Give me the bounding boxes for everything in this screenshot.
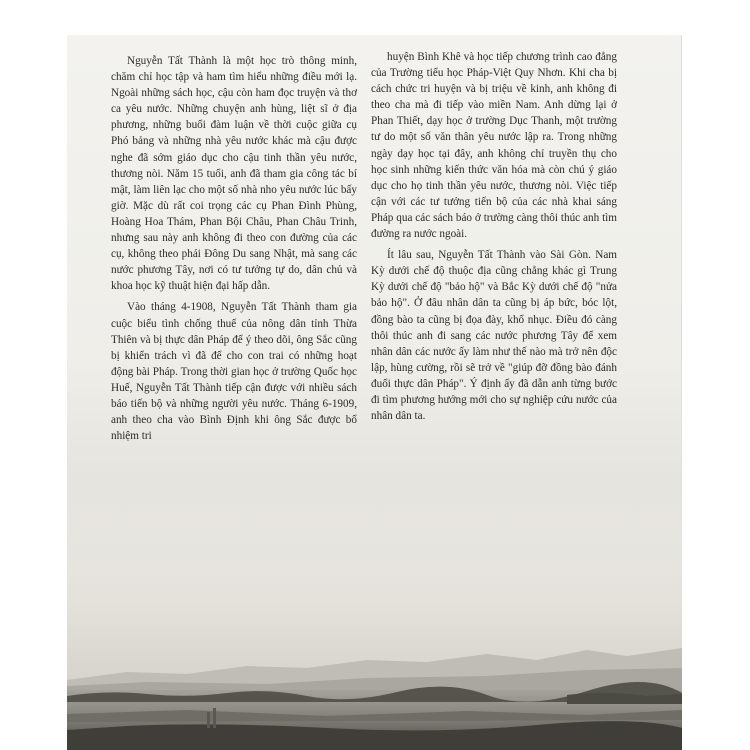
book-page (67, 35, 682, 750)
paragraph: huyện Bình Khê và học tiếp chương trình cao đẳng của Trường tiểu học Pháp-Việt Quy Nhơn. Khi cha bị cách chức tri huyện và bị triệu về kinh, anh không đi theo cha mà đi tiếp vào miền Nam. Anh dừng lại ở Phan Thiết, dạy học ở trường Dục Thanh, một trường tư do một số văn thân yêu nước lập ra. Trong những ngày dạy học tại đây, anh không chỉ truyền thụ cho học sinh những kiến thức văn hóa mà còn chú ý giáo dục cho họ tinh thần yêu nước, thương nòi. Việc tiếp cận với các tư tưởng tiến bộ của các nhà khai sáng Pháp qua các sách báo ở trường càng thôi thúc anh tìm đường ra nước ngoài. (371, 51, 617, 241)
left-text-column (111, 53, 357, 444)
paragraph: Ít lâu sau, Nguyễn Tất Thành vào Sài Gòn. Nam Kỳ dưới chế độ thuộc địa cũng chẳng khác gì Trung Kỳ dưới chế độ "bảo hộ" và Bắc Kỳ dưới chế độ "nửa bảo hộ". Ở đâu nhân dân ta cũng bị áp bức, bóc lột, đồng bào ta cũng bị đọa đày, khổ nhục. Điều đó càng thôi thúc anh đi sang các nước phương Tây để xem nhân dân các nước ấy làm như thế nào mà trở nên độc lập, hùng cường, rồi sẽ trở về "giúp đỡ đồng bào đánh đuổi thực dân Pháp". Ý định ấy đã dẫn anh từng bước đi tìm phương hướng mới cho sự nghiệp cứu nước của nhân dân ta. (371, 249, 617, 423)
paragraph: Vào tháng 4-1908, Nguyễn Tất Thành tham gia cuộc biểu tình chống thuế của nông dân tỉnh Thừa Thiên và bị thực dân Pháp để ý theo dõi, ông Sắc cũng bị khiển trách vì đã để cho con trai có những hoạt động bài Pháp. Trong thời gian học ở trường Quốc học Huế, Nguyễn Tất Thành tiếp cận được với nhiều sách báo tiến bộ và những người yêu nước. Tháng 6-1909, anh theo cha vào Bình Định khi ông Sắc được bổ nhiệm tri (111, 301, 357, 443)
paragraph: Nguyễn Tất Thành là một học trò thông minh, chăm chỉ học tập và ham tìm hiểu những điều mới lạ. Ngoài những sách học, cậu còn ham đọc truyện và thơ ca yêu nước. Những chuyện anh hùng, liệt sĩ ở địa phương, những buổi đàm luận về thời cuộc giữa cụ Phó bảng và những nhà yêu nước khác mà cậu được nghe đã sớm giáo dục cho cậu tinh thần yêu nước, thương nòi. Năm 15 tuổi, anh đã tham gia công tác bí mật, làm liên lạc cho một số nhà nho yêu nước lúc bấy giờ. Mặc dù rất coi trọng các cụ Phan Đình Phùng, Hoàng Hoa Thám, Phan Bội Châu, Phan Châu Trinh, nhưng sau này anh không đi theo con đường của các cụ, không theo phái Đông Du sang Nhật, mà sang các nước phương Tây, nơi có tư tưởng tự do, dân chủ và khoa học kỹ thuật hiện đại hấp dẫn. (111, 55, 357, 293)
right-text-column (371, 49, 617, 424)
landscape-photo (67, 490, 682, 750)
